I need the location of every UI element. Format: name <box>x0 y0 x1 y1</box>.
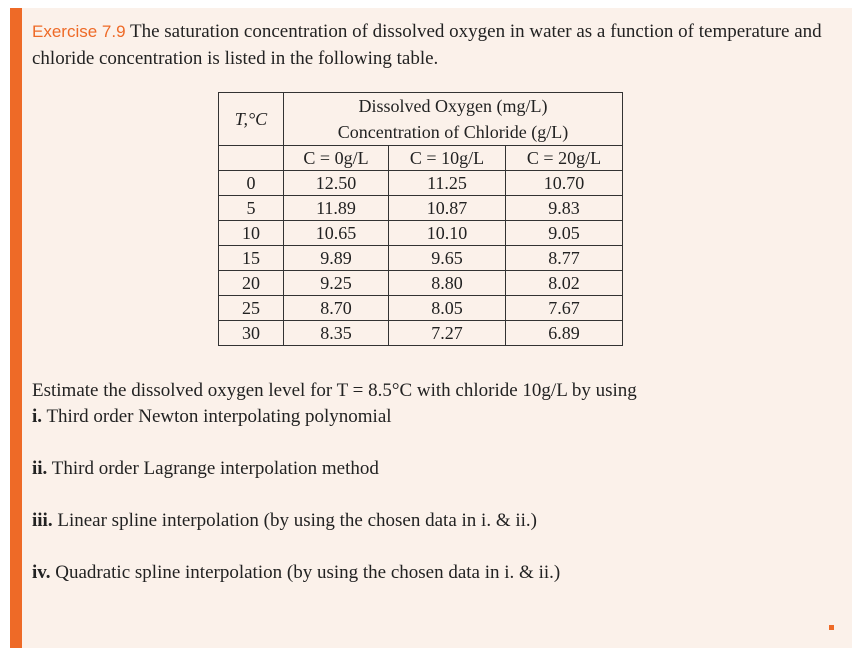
task-item-number: ii. <box>32 458 48 479</box>
task-item-number: iv. <box>32 562 51 583</box>
table-row <box>219 221 623 246</box>
temperature-cell: 5 <box>219 196 284 221</box>
table-title <box>284 93 623 146</box>
task-list <box>32 404 832 586</box>
task-prompt: Estimate the dissolved oxygen level for T = 8.5°C with chloride 10g/L by using <box>32 380 637 401</box>
value-cell: 10.65 <box>284 221 389 246</box>
temperature-cell: 30 <box>219 321 284 346</box>
value-cell: 9.83 <box>506 196 623 221</box>
value-cell: 10.70 <box>506 171 623 196</box>
task-item-number: iii. <box>32 510 53 531</box>
temperature-cell: 0 <box>219 171 284 196</box>
table-row <box>219 271 623 296</box>
task-section <box>32 378 832 586</box>
task-item <box>32 404 832 430</box>
value-cell: 8.02 <box>506 271 623 296</box>
corner-marker <box>829 625 834 630</box>
value-cell: 8.77 <box>506 246 623 271</box>
table-column-header-row <box>219 146 623 171</box>
table-row <box>219 246 623 271</box>
value-cell: 11.89 <box>284 196 389 221</box>
value-cell: 8.80 <box>389 271 506 296</box>
value-cell: 10.10 <box>389 221 506 246</box>
exercise-page <box>10 8 852 648</box>
value-cell: 9.65 <box>389 246 506 271</box>
exercise-label: Exercise 7.9 <box>32 22 126 41</box>
value-cell: 7.67 <box>506 296 623 321</box>
value-cell: 8.35 <box>284 321 389 346</box>
exercise-statement <box>32 18 832 72</box>
oxygen-table-wrap <box>218 92 623 346</box>
task-item-text: Third order Newton interpolating polynomial <box>46 406 392 427</box>
value-cell: 9.05 <box>506 221 623 246</box>
temperature-cell: 15 <box>219 246 284 271</box>
temperature-cell: 20 <box>219 271 284 296</box>
table-title-line-2: Concentration of Chloride (g/L) <box>337 122 569 142</box>
value-cell: 6.89 <box>506 321 623 346</box>
value-cell: 10.87 <box>389 196 506 221</box>
table-row <box>219 321 623 346</box>
table-title-line-1: Dissolved Oxygen (mg/L) <box>358 96 548 116</box>
task-item <box>32 508 832 534</box>
table-row <box>219 196 623 221</box>
column-header: C = 0g/L <box>284 146 389 171</box>
task-item-text: Quadratic spline interpolation (by using the chosen data in i. & ii.) <box>55 562 561 583</box>
column-header: C = 20g/L <box>506 146 623 171</box>
value-cell: 11.25 <box>389 171 506 196</box>
temperature-cell: 10 <box>219 221 284 246</box>
temperature-cell: 25 <box>219 296 284 321</box>
task-item-text: Third order Lagrange interpolation method <box>51 458 379 479</box>
task-item <box>32 560 832 586</box>
task-item <box>32 456 832 482</box>
value-cell: 9.25 <box>284 271 389 296</box>
value-cell: 9.89 <box>284 246 389 271</box>
oxygen-table <box>218 92 623 346</box>
empty-header-cell <box>219 146 284 171</box>
task-item-number: i. <box>32 406 43 427</box>
table-header-row-1 <box>219 93 623 146</box>
value-cell: 12.50 <box>284 171 389 196</box>
column-header: C = 10g/L <box>389 146 506 171</box>
value-cell: 7.27 <box>389 321 506 346</box>
task-item-text: Linear spline interpolation (by using the chosen data in i. & ii.) <box>57 510 537 531</box>
value-cell: 8.70 <box>284 296 389 321</box>
temperature-header: T,°C <box>219 93 284 146</box>
value-cell: 8.05 <box>389 296 506 321</box>
exercise-header <box>32 18 832 72</box>
table-row <box>219 296 623 321</box>
accent-bar <box>10 8 22 648</box>
exercise-intro: The saturation concentration of dissolved oxygen in water as a function of temperature and chloride concentration is listed in the following table. <box>32 21 822 69</box>
table-row <box>219 171 623 196</box>
